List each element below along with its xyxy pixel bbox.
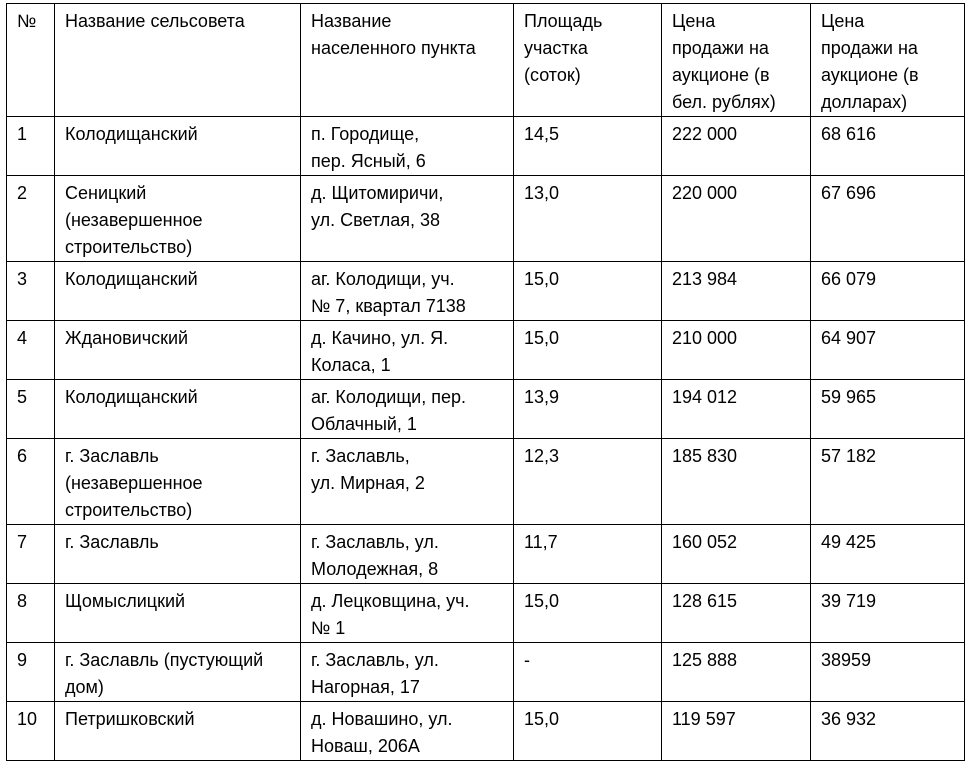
cell-number: 9 bbox=[7, 643, 55, 702]
cell-number: 2 bbox=[7, 176, 55, 262]
cell-price-byn: 210 000 bbox=[662, 321, 811, 380]
cell-area: 13,0 bbox=[514, 176, 662, 262]
cell-number: 7 bbox=[7, 525, 55, 584]
cell-price-usd: 59 965 bbox=[811, 380, 965, 439]
cell-price-byn: 185 830 bbox=[662, 439, 811, 525]
header-row bbox=[7, 4, 965, 117]
table-row bbox=[7, 321, 965, 380]
header-settlement: Название населенного пункта bbox=[301, 4, 514, 117]
cell-price-byn: 119 597 bbox=[662, 702, 811, 761]
cell-price-usd: 38959 bbox=[811, 643, 965, 702]
cell-price-byn: 222 000 bbox=[662, 117, 811, 176]
cell-price-usd: 57 182 bbox=[811, 439, 965, 525]
cell-price-byn: 213 984 bbox=[662, 262, 811, 321]
header-council: Название сельсовета bbox=[55, 4, 301, 117]
cell-price-byn: 194 012 bbox=[662, 380, 811, 439]
cell-price-usd: 64 907 bbox=[811, 321, 965, 380]
cell-area: 12,3 bbox=[514, 439, 662, 525]
cell-council: Колодищанский bbox=[55, 117, 301, 176]
cell-settlement: д. Новашино, ул. Новаш, 206А bbox=[301, 702, 514, 761]
cell-area: 11,7 bbox=[514, 525, 662, 584]
auction-table bbox=[6, 3, 965, 761]
cell-settlement: аг. Колодищи, пер. Облачный, 1 bbox=[301, 380, 514, 439]
cell-price-usd: 67 696 bbox=[811, 176, 965, 262]
cell-council: Щомыслицкий bbox=[55, 584, 301, 643]
table-row bbox=[7, 176, 965, 262]
table-row bbox=[7, 439, 965, 525]
header-number: № bbox=[7, 4, 55, 117]
cell-council: Колодищанский bbox=[55, 380, 301, 439]
cell-price-usd: 49 425 bbox=[811, 525, 965, 584]
table-row bbox=[7, 643, 965, 702]
cell-council: Ждановичский bbox=[55, 321, 301, 380]
cell-price-byn: 220 000 bbox=[662, 176, 811, 262]
cell-area: 15,0 bbox=[514, 321, 662, 380]
cell-price-usd: 68 616 bbox=[811, 117, 965, 176]
cell-number: 3 bbox=[7, 262, 55, 321]
cell-area: 15,0 bbox=[514, 702, 662, 761]
header-price-usd: Цена продажи на аукционе (в долларах) bbox=[811, 4, 965, 117]
cell-settlement: г. Заславль, ул. Мирная, 2 bbox=[301, 439, 514, 525]
cell-area: - bbox=[514, 643, 662, 702]
header-price-byn: Цена продажи на аукционе (в бел. рублях) bbox=[662, 4, 811, 117]
cell-number: 10 bbox=[7, 702, 55, 761]
cell-settlement: аг. Колодищи, уч. № 7, квартал 7138 bbox=[301, 262, 514, 321]
cell-area: 15,0 bbox=[514, 584, 662, 643]
cell-settlement: г. Заславль, ул. Молодежная, 8 bbox=[301, 525, 514, 584]
cell-council: Колодищанский bbox=[55, 262, 301, 321]
cell-price-usd: 66 079 bbox=[811, 262, 965, 321]
header-area: Площадь участка (соток) bbox=[514, 4, 662, 117]
table-row bbox=[7, 262, 965, 321]
cell-settlement: д. Качино, ул. Я. Коласа, 1 bbox=[301, 321, 514, 380]
cell-number: 5 bbox=[7, 380, 55, 439]
table-row bbox=[7, 380, 965, 439]
cell-price-byn: 125 888 bbox=[662, 643, 811, 702]
cell-area: 14,5 bbox=[514, 117, 662, 176]
cell-number: 1 bbox=[7, 117, 55, 176]
cell-price-usd: 39 719 bbox=[811, 584, 965, 643]
cell-area: 13,9 bbox=[514, 380, 662, 439]
cell-number: 6 bbox=[7, 439, 55, 525]
table-row bbox=[7, 525, 965, 584]
table-row bbox=[7, 584, 965, 643]
cell-settlement: п. Городище, пер. Ясный, 6 bbox=[301, 117, 514, 176]
cell-price-usd: 36 932 bbox=[811, 702, 965, 761]
cell-council: г. Заславль (пустующий дом) bbox=[55, 643, 301, 702]
cell-area: 15,0 bbox=[514, 262, 662, 321]
cell-council: Петришковский bbox=[55, 702, 301, 761]
cell-price-byn: 160 052 bbox=[662, 525, 811, 584]
cell-council: г. Заславль bbox=[55, 525, 301, 584]
cell-settlement: г. Заславль, ул. Нагорная, 17 bbox=[301, 643, 514, 702]
cell-number: 8 bbox=[7, 584, 55, 643]
cell-settlement: д. Щитомиричи, ул. Светлая, 38 bbox=[301, 176, 514, 262]
cell-price-byn: 128 615 bbox=[662, 584, 811, 643]
cell-council: г. Заславль (незавершенное строительство) bbox=[55, 439, 301, 525]
cell-number: 4 bbox=[7, 321, 55, 380]
table-row bbox=[7, 117, 965, 176]
cell-council: Сеницкий (незавершенное строительство) bbox=[55, 176, 301, 262]
cell-settlement: д. Лецковщина, уч. № 1 bbox=[301, 584, 514, 643]
table-row bbox=[7, 702, 965, 761]
